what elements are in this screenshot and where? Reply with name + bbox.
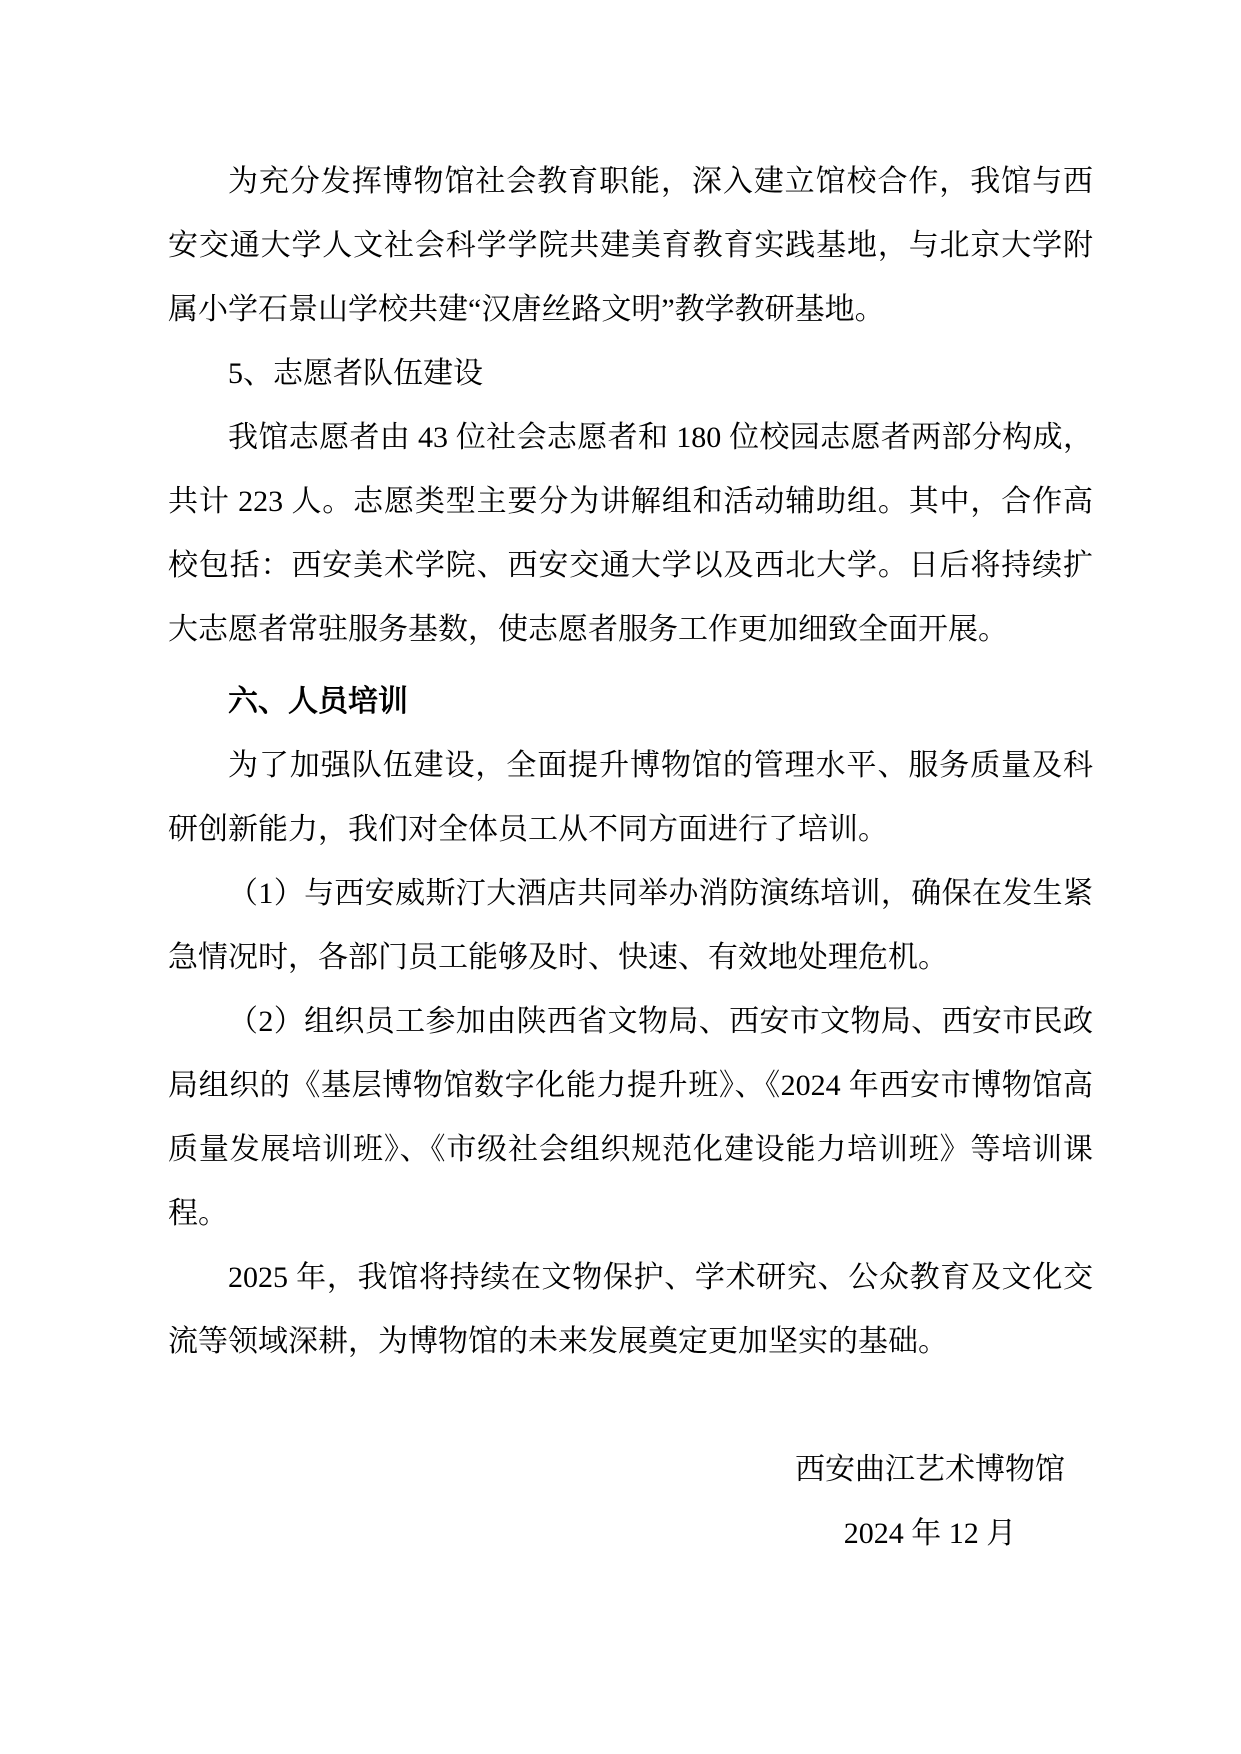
paragraph-training-intro: 为了加强队伍建设，全面提升博物馆的管理水平、服务质量及科研创新能力，我们对全体员工从不同方面进行了培训。 (168, 749, 1093, 846)
paragraph-volunteer-composition: 我馆志愿者由 43 位社会志愿者和 180 位校园志愿者两部分构成，共计 223 人。志愿类型主要分为讲解组和活动辅助组。其中，合作高校包括：西安美术学院、西安交通大学以及西北大学。日后将持续扩大志愿者常驻服务基数，使志愿者服务工作更加细致全面开展。 (168, 421, 1093, 646)
section-heading-personnel-training: 六、人员培训 (228, 685, 408, 718)
paragraph-2025-outlook: 2025 年，我馆将持续在文物保护、学术研究、公众教育及文化交流等领域深耕，为博物馆的未来发展奠定更加坚实的基础。 (168, 1261, 1093, 1358)
paragraph-museum-school-cooperation: 为充分发挥博物馆社会教育职能，深入建立馆校合作，我馆与西安交通大学人文社会科学学院共建美育教育实践基地，与北京大学附属小学石景山学校共建“汉唐丝路文明”教学教研基地。 (168, 165, 1093, 326)
document-body (168, 150, 1093, 1566)
paragraph-training-item-1: （1）与西安威斯汀大酒店共同举办消防演练培训，确保在发生紧急情况时，各部门员工能够及时、快速、有效地处理危机。 (168, 877, 1093, 974)
signature-organization: 西安曲江艺术博物馆 (795, 1453, 1065, 1486)
paragraph-training-item-2: （2）组织员工参加由陕西省文物局、西安市文物局、西安市民政局组织的《基层博物馆数字化能力提升班》、《2024 年西安市博物馆高质量发展培训班》、《市级社会组织规范化建设能力培训班》等培训课程。 (168, 1005, 1093, 1230)
signature-date: 2024 年 12 月 (843, 1517, 1017, 1550)
signature-block (795, 1438, 1065, 1566)
subsection-title-volunteer-team: 5、志愿者队伍建设 (228, 357, 483, 390)
